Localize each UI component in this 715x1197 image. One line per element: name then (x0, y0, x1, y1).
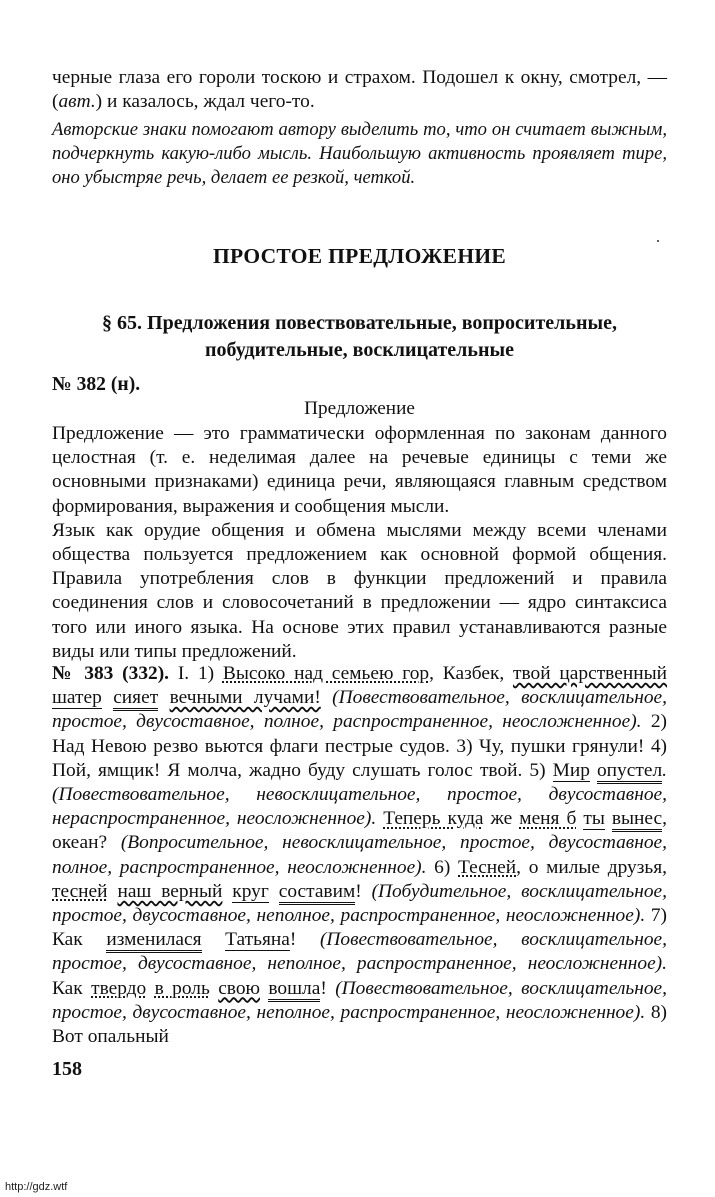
text-fragment: 7) Как (52, 905, 667, 951)
exercise-382-para1: Предложение — это грамматически оформленная по законам данного целостная (т. е. неделимая далее на речевые единицы с теми же основными признаками) единица речи, являющаяся главным средством формирования, выражения и сообщения мысли. (52, 423, 667, 517)
subject-word: шатер (52, 687, 102, 709)
adverbial-phrase: Теперь куда (383, 808, 484, 830)
text-fragment (102, 687, 113, 708)
analysis-note: (Побудительное, восклицательное, простое, двусоставное, неполное, распространенное, неосложненное). (52, 880, 667, 927)
text-fragment (222, 881, 232, 902)
text-fragment: Как (52, 977, 92, 999)
exercise-382-subtitle: Предложение (304, 398, 415, 419)
predicate-word: вошла (268, 978, 320, 1002)
text-fragment: же (483, 808, 520, 830)
exercise-383 (52, 662, 667, 1049)
text-fragment: 6) (426, 856, 458, 878)
modifier-phrase: вечными лучами! (169, 687, 321, 709)
subject-word: ты (583, 808, 605, 830)
text-fragment: I. 1) (169, 663, 223, 684)
analysis-note: (Повествовательное, восклицательное, простое, двусоставное, неполное, распространенное, неосложненное). (52, 929, 667, 975)
intro-italic-note: Авторские знаки помогают автору выделить то, что он считает выжным, подчеркнуть какую-либо мысль. Наибольшую активность проявляет тире, оно убыстряе речь, делает ее резкой, четкой. (52, 119, 667, 189)
analysis-note: (Вопросительное, невосклицательное, простое, двусоставное, полное, распространенное, неосложненное). (52, 832, 667, 878)
chapter-heading: ПРОСТОЕ ПРЕДЛОЖЕНИЕ (212, 244, 507, 268)
text-fragment: ! (320, 977, 336, 999)
exercise-383-number: № 383 (332). (52, 663, 170, 684)
text-fragment (590, 760, 597, 781)
adverbial-phrase: твердо (91, 977, 147, 999)
intro-text-end: ) и казалось, ждал чего-то. (95, 91, 315, 113)
text-fragment (605, 808, 612, 829)
predicate-word: сияет (113, 687, 158, 711)
exercise-383-text (52, 662, 667, 1049)
text-fragment: 2) Над Невою резво вьются флаги пестрые судов. 3) Чу, пушки грянули! 4) Пой, ямщик! Я молча, жадно буду слушать голос твой. 5) (52, 711, 667, 781)
text-fragment (158, 687, 169, 708)
text-fragment (210, 978, 218, 999)
exercise-382-number: № 382 (н). (52, 374, 141, 395)
section-title-line2: побудительные, восклицательные (205, 339, 514, 361)
text-fragment (146, 978, 154, 999)
attribute-phrase: наш верный (117, 880, 223, 902)
analysis-note: . (Повествовательное, невосклицательное, простое, двусоставное, нераспространенное, неосложненное). (52, 759, 667, 830)
intro-paragraph (52, 66, 667, 114)
analysis-note: (Повествовательное, восклицательное, простое, двусоставное, неполное, распространенное, неосложненное). (52, 977, 667, 1023)
attribute-phrase: твой царственный (513, 663, 667, 684)
exercise-382-body (52, 422, 667, 664)
exercise-382-para2: Язык как орудие общения и обмена мыслями между всеми членами общества пользуется предложением как основной формой общения. Правила употребления слов в функции предложений и правила соединения слов и словосочетаний в предложении — ядро синтаксиса того или иного языка. На основе этих правил устанавливаются разные виды или типы предложений. (52, 519, 667, 662)
analysis-note: (Повествовательное, восклицательное, простое, двусоставное, полное, распространенное, неосложненное). (52, 687, 667, 733)
page-number: 158 (52, 1058, 82, 1080)
text-fragment: ! (355, 880, 372, 902)
adverbial-phrase: в роль (154, 977, 210, 999)
subject-word: Татьяна (225, 929, 290, 951)
predicate-word: изменилася (106, 929, 201, 953)
text-fragment: 8) Вот опальный (52, 1001, 667, 1048)
text-fragment (202, 929, 226, 950)
watermark-link[interactable]: http://gdz.wtf (5, 1181, 68, 1193)
predicate-word: составим (279, 881, 356, 905)
intro-text: черные глаза его гороли тоскою и страхом. Подошел к окну, смотрел, — ( (52, 67, 667, 113)
text-fragment (269, 881, 279, 902)
author-mark: авт. (58, 91, 96, 113)
text-fragment (108, 881, 118, 902)
adverbial-phrase: тесней (52, 880, 108, 902)
section-title-line1: § 65. Предложения повествовательные, вопросительные, (102, 312, 617, 334)
text-fragment: , океан? (52, 808, 667, 854)
object-phrase: меня б (519, 808, 577, 830)
attribute-word: свою (218, 977, 261, 999)
scan-speck (657, 240, 659, 242)
text-fragment: , Казбек, (429, 663, 514, 684)
section-title (52, 310, 667, 364)
adverbial-phrase: Тесней (458, 856, 517, 878)
text-fragment: ! (289, 929, 320, 951)
object-word: круг (232, 880, 269, 902)
predicate-word: опустел (597, 760, 662, 784)
predicate-word: вынес (612, 808, 662, 832)
text-fragment: , о милые друзья, (516, 856, 667, 878)
adverbial-phrase: Высоко над семьею гор (222, 663, 430, 684)
subject-word: Мир (552, 759, 590, 781)
